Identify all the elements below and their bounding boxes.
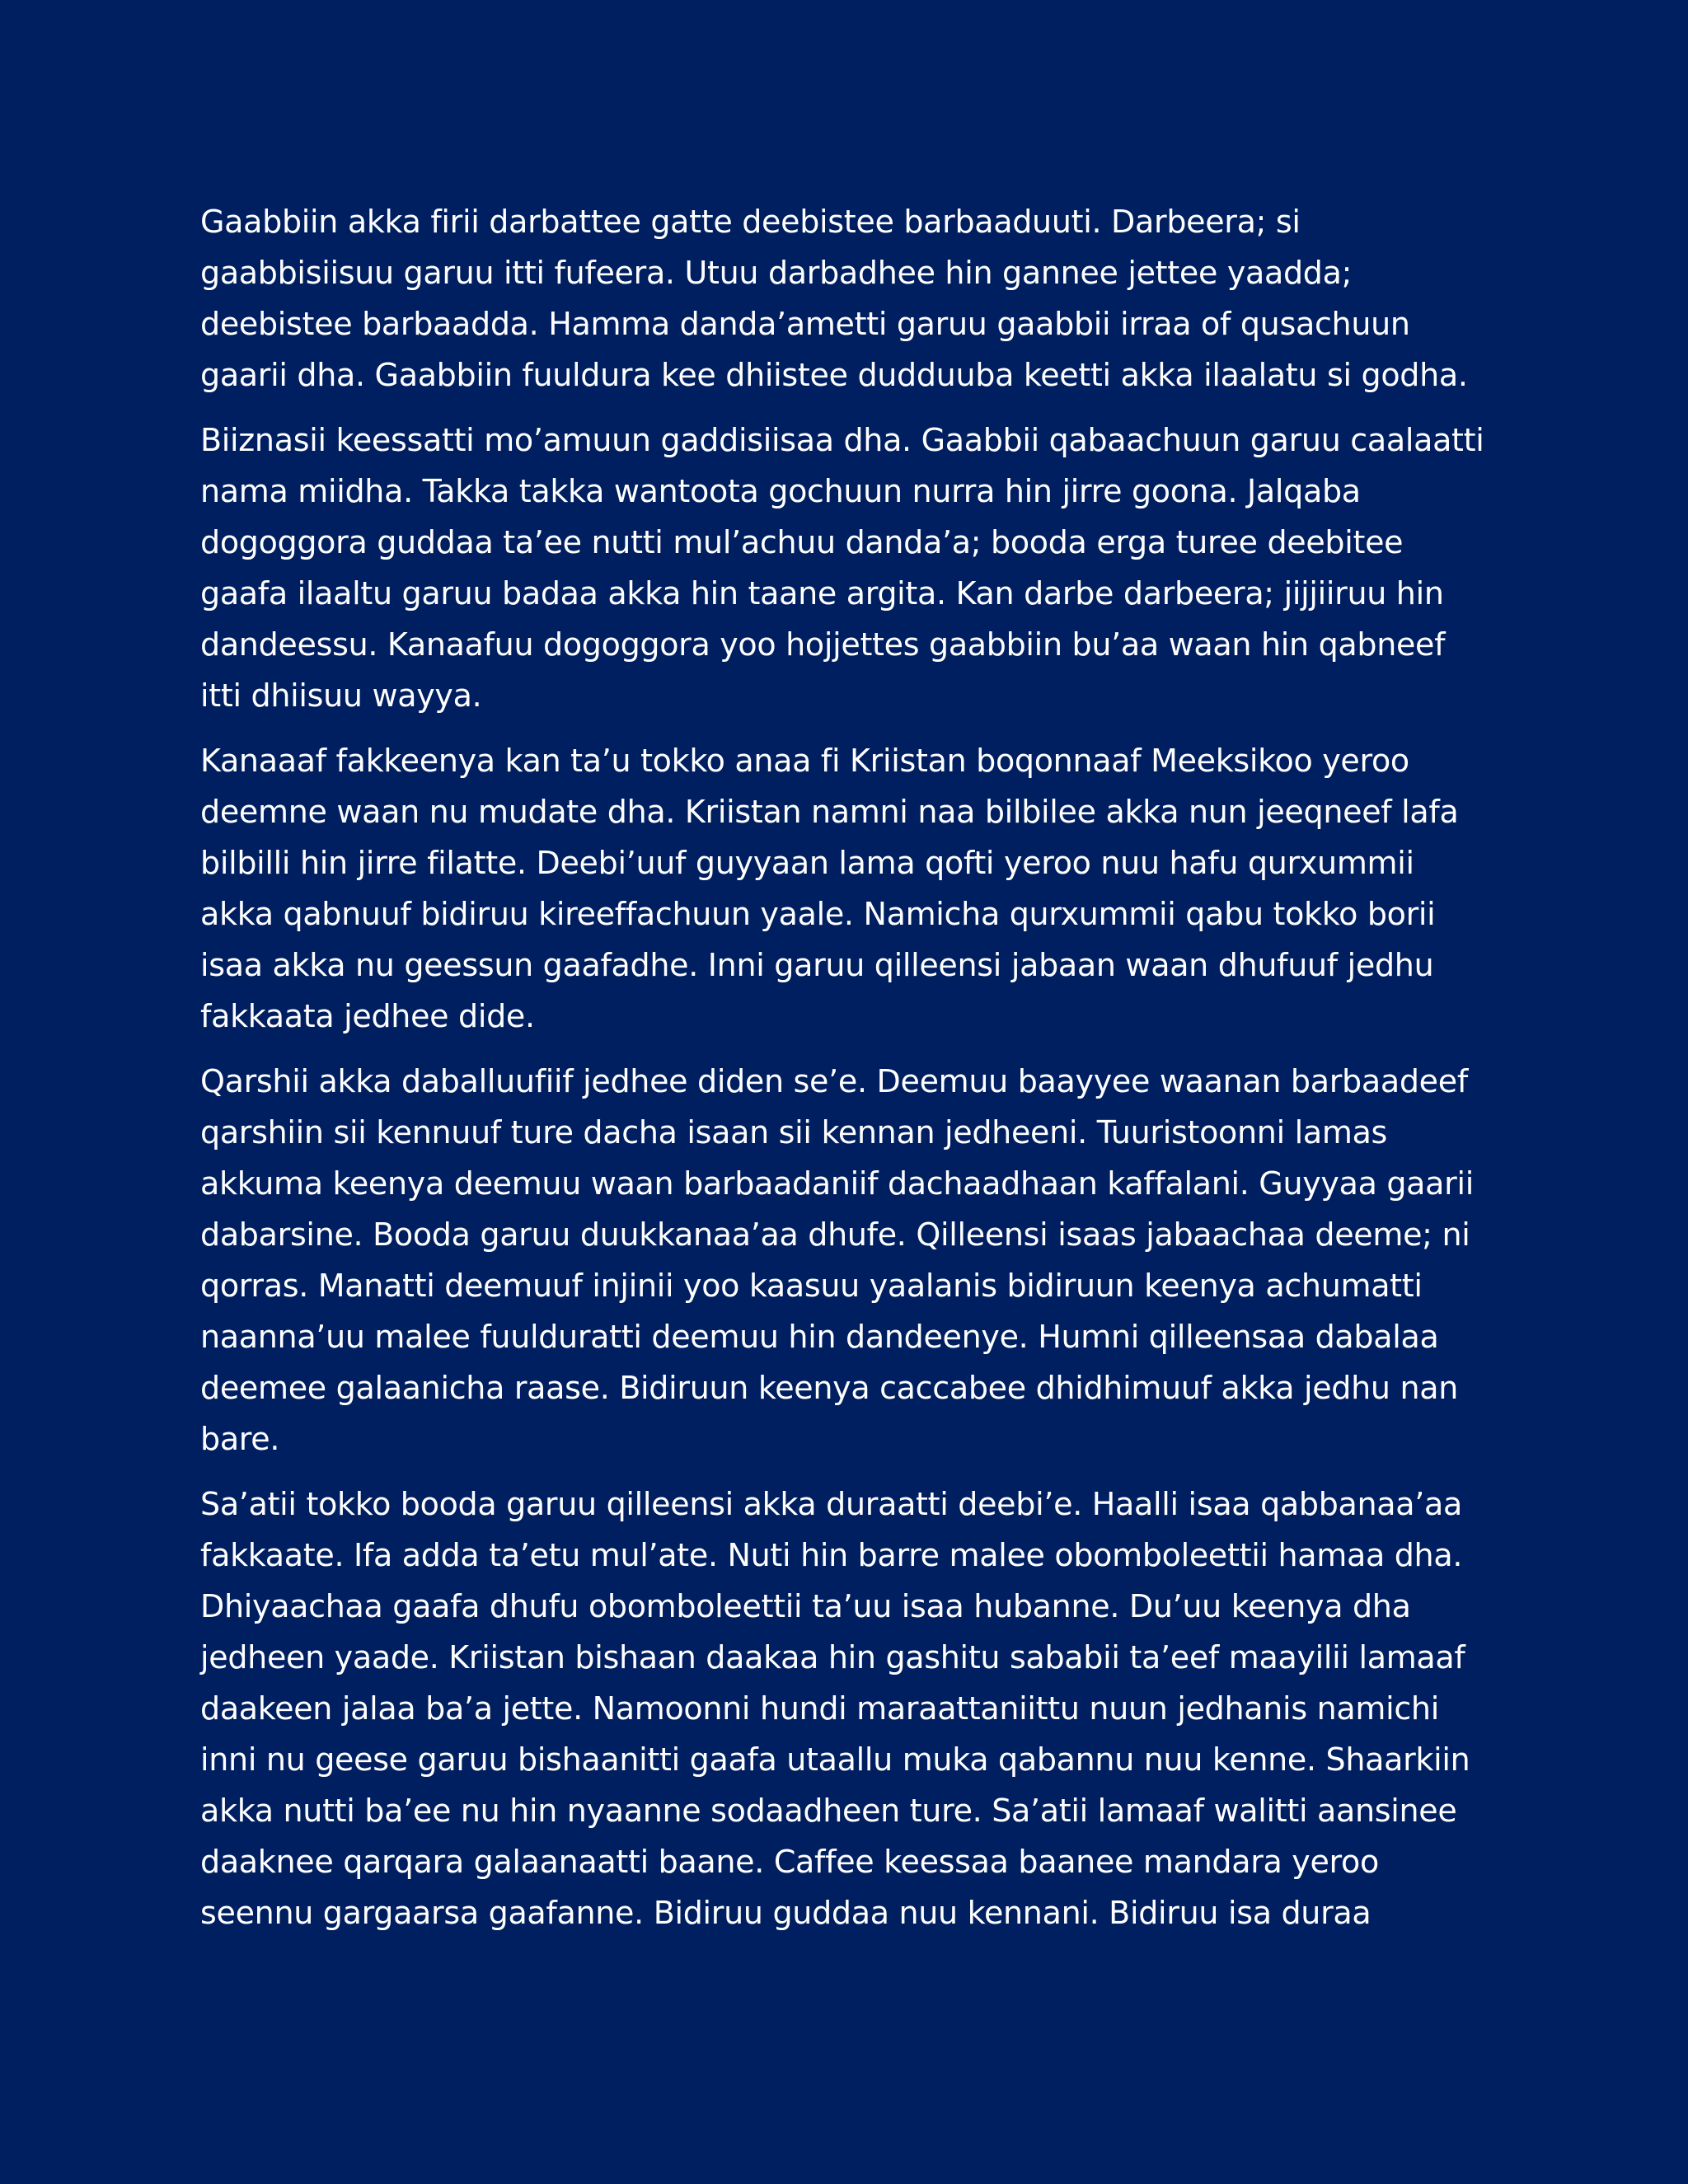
text-line: bilbilli hin jirre filatte. Deebi’uuf guyyaan lama qofti yeroo nuu hafu qurxummii bbox=[200, 845, 1414, 881]
text-line: qorras. Manatti deemuuf injinii yoo kaasuu yaalanis bidiruun keenya achumatti bbox=[200, 1268, 1423, 1304]
paragraph-1 bbox=[200, 196, 1503, 401]
text-line: qarshiin sii kennuuf ture dacha isaan sii kennan jedheeni. Tuuristoonni lamas bbox=[200, 1114, 1388, 1151]
text-line: gaarii dha. Gaabbiin fuuldura kee dhiistee dudduuba keetti akka ilaalatu si godha. bbox=[200, 357, 1468, 393]
text-line: dabarsine. Booda garuu duukkanaa’aa dhufe. Qilleensi isaas jabaachaa deeme; ni bbox=[200, 1216, 1470, 1253]
text-line: akka nutti ba’ee nu hin nyaanne sodaadheen ture. Sa’atii lamaaf walitti aansinee bbox=[200, 1793, 1457, 1829]
text-line: akkuma keenya deemuu waan barbaadaniif dachaadhaan kaffalani. Guyyaa gaarii bbox=[200, 1165, 1474, 1202]
text-line: fakkaata jedhee dide. bbox=[200, 998, 535, 1034]
text-line: naanna’uu malee fuulduratti deemuu hin dandeenye. Humni qilleensaa dabalaa bbox=[200, 1319, 1439, 1355]
text-line: nama miidha. Takka takka wantoota gochuun nurra hin jirre goona. Jalqaba bbox=[200, 473, 1361, 509]
text-line: akka qabnuuf bidiruu kireeffachuun yaale. Namicha qurxummii qabu tokko borii bbox=[200, 896, 1436, 932]
text-line: deemee galaanicha raase. Bidiruun keenya caccabee dhidhimuuf akka jedhu nan bbox=[200, 1370, 1459, 1406]
text-line: deebistee barbaadda. Hamma danda’ametti garuu gaabbii irraa of qusachuun bbox=[200, 306, 1410, 342]
text-line: Gaabbiin akka firii darbattee gatte deebistee barbaaduuti. Darbeera; si bbox=[200, 204, 1301, 240]
text-line: seennu gargaarsa gaafanne. Bidiruu guddaa nuu kennani. Bidiruu isa duraa bbox=[200, 1895, 1372, 1931]
paragraph-4 bbox=[200, 1056, 1503, 1465]
text-line: Kanaaaf fakkeenya kan ta’u tokko anaa fi Kriistan boqonnaaf Meeksikoo yeroo bbox=[200, 743, 1409, 779]
text-line: Biiznasii keessatti mo’amuun gaddisiisaa dha. Gaabbii qabaachuun garuu caalaatti bbox=[200, 422, 1484, 458]
text-line: deemne waan nu mudate dha. Kriistan namni naa bilbilee akka nun jeeqneef lafa bbox=[200, 794, 1459, 830]
text-line: itti dhiisuu wayya. bbox=[200, 677, 482, 714]
text-line: bare. bbox=[200, 1421, 280, 1457]
text-line: gaabbisiisuu garuu itti fufeera. Utuu darbadhee hin gannee jettee yaadda; bbox=[200, 255, 1353, 291]
paragraph-3 bbox=[200, 735, 1503, 1042]
text-line: Qarshii akka daballuufiif jedhee diden se’e. Deemuu baayyee waanan barbaadeef bbox=[200, 1063, 1468, 1099]
paragraph-5 bbox=[200, 1479, 1503, 1938]
text-line: inni nu geese garuu bishaanitti gaafa utaallu muka qabannu nuu kenne. Shaarkiin bbox=[200, 1741, 1470, 1778]
text-line: jedheen yaade. Kriistan bishaan daakaa hin gashitu sababii ta’eef maayilii lamaaf bbox=[200, 1639, 1465, 1675]
text-line: dandeessu. Kanaafuu dogoggora yoo hojjettes gaabbiin bu’aa waan hin qabneef bbox=[200, 626, 1446, 663]
text-line: daakeen jalaa ba’a jette. Namoonni hundi maraattaniittu nuun jedhanis namichi bbox=[200, 1690, 1439, 1727]
text-line: Dhiyaachaa gaafa dhufu obomboleettii ta’uu isaa hubanne. Du’uu keenya dha bbox=[200, 1588, 1411, 1624]
text-line: daaknee qarqara galaanaatti baane. Caffee keessaa baanee mandara yeroo bbox=[200, 1844, 1379, 1880]
text-line: isaa akka nu geessun gaafadhe. Inni garuu qilleensi jabaan waan dhufuuf jedhu bbox=[200, 947, 1434, 983]
text-line: dogoggora guddaa ta’ee nutti mul’achuu danda’a; booda erga turee deebitee bbox=[200, 524, 1404, 560]
paragraph-2 bbox=[200, 415, 1503, 721]
text-line: fakkaate. Ifa adda ta’etu mul’ate. Nuti hin barre malee obomboleettii hamaa dha. bbox=[200, 1537, 1463, 1573]
text-line: gaafa ilaaltu garuu badaa akka hin taane argita. Kan darbe darbeera; jijjiiruu hin bbox=[200, 575, 1444, 612]
document-body bbox=[200, 196, 1503, 1952]
text-line: Sa’atii tokko booda garuu qilleensi akka duraatti deebi’e. Haalli isaa qabbanaa’aa bbox=[200, 1486, 1463, 1522]
